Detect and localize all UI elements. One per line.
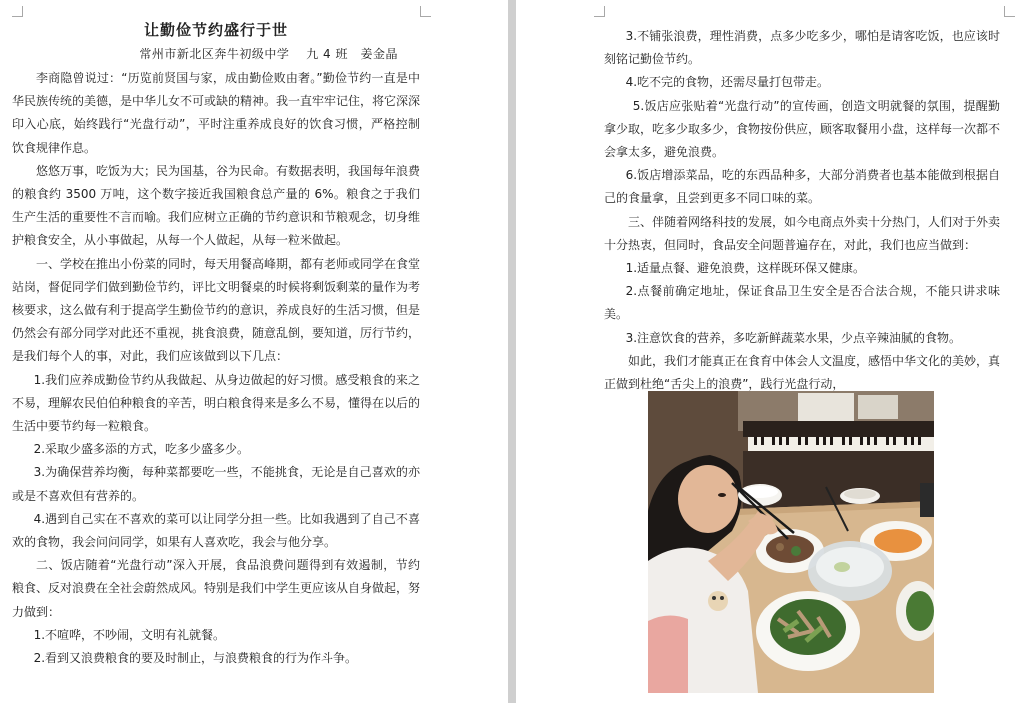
author-byline: 常州市新北区奔牛初级中学 九 4 班 姜金晶: [139, 47, 398, 61]
paragraph: 三、伴随着网络科技的发展，如今电商点外卖十分热门，人们对于外卖十分热衷，但同时，食品安全问题普遍存在，对此，我们也应当做到：: [604, 214, 1001, 252]
list-item: 3.为确保营养均衡，每种菜都要吃一些，不能挑食，无论是自己喜欢的亦或是不喜欢但有营养的。: [12, 465, 420, 503]
list-item: 1.适量点餐、避免浪费，这样既环保又健康。: [625, 261, 866, 276]
list-item: 1.不喧哗，不吵闹，文明有礼就餐。: [33, 627, 226, 642]
crop-mark-top-left-2: [594, 6, 605, 17]
photo-illustration: [648, 391, 934, 693]
list-item: 2.采取少盛多添的方式，吃多少盛多少。: [33, 442, 250, 457]
paragraph: 一、学校在推出小份菜的同时，每天用餐高峰期，都有老师或同学在食堂站岗，督促同学们做到勤俭节约，评比文明餐桌的时候将剩饭剩菜的量作为考核要求，这么做有利于提高学生勤俭节约的意识，养成良好的生活习惯，但是仍然会有部分同学对此还不重视，挑食浪费，随意乱倒，要知道，厉行节约，是我们每个人的事，对此，我们应该做到以下几点：: [12, 256, 421, 364]
crop-mark-top-right: [420, 6, 431, 17]
page-gutter: [508, 0, 516, 703]
girl-eating-dinner-photo: [648, 391, 934, 693]
right-page-text: [604, 25, 1000, 396]
list-item: 6.饭店增添菜品，吃的东西品种多，大部分消费者也基本能做到根据自己的食量拿，且尝到更多不同口味的菜。: [604, 168, 1000, 206]
list-item: 4.遇到自己实在不喜欢的菜可以让同学分担一些。比如我遇到了自己不喜欢的食物，我会问问同学，如果有人喜欢吃，我会与他分享。: [12, 511, 420, 550]
list-item: 5.饭店应张贴着“光盘行动”的宣传画，创造文明就餐的氛围，提醒勤拿少取，吃多少取多少，食物按份供应，顾客取餐用小盘，这样每一次都不会拿太多，避免浪费。: [604, 98, 1001, 160]
paragraph: 如此，我们才能真正在食育中体会人文温度，感悟中华文化的美妙，真正做到杜绝“舌尖上的浪费”，践行光盘行动，: [604, 353, 1001, 392]
list-item: 1.我们应养成勤俭节约从我做起、从身边做起的好习惯。感受粮食的来之不易，理解农民伯伯种粮食的辛苦，明白粮食得来是多么不易，懂得在以后的生活中要节约每一粒粮食。: [12, 372, 421, 434]
left-page-text: [12, 18, 420, 670]
list-item: 2.看到又浪费粮食的要及时制止，与浪费粮食的行为作斗争。: [33, 651, 358, 666]
list-item: 4.吃不完的食物，还需尽量打包带走。: [625, 75, 830, 90]
crop-mark-top-left: [12, 6, 23, 17]
crop-mark-top-right-2: [1004, 6, 1015, 17]
paragraph: 悠悠万事，吃饭为大；民为国基，谷为民命。有数据表明，我国每年浪费的粮食约 3500 万吨，这个数字接近我国粮食总产量的 6%。粮食之于我们生产生活的重要性不言而喻。我们应树立正确的节约意识和节粮观念，切身维护粮食安全，从小事做起，从每一个人做起，从每一粒米做起。: [12, 163, 421, 248]
paragraph: 李商隐曾说过：“历览前贤国与家，成由勤俭败由奢。”勤俭节约一直是中华民族传统的美德，是中华儿女不可或缺的精神。我一直牢牢记住，将它深深印入心底，始终践行“光盘行动”，平时注重养成良好的饮食习惯，严格控制饮食规律作息。: [12, 71, 421, 155]
document-title: 让勤俭节约盛行于世: [143, 21, 288, 39]
list-item: 2.点餐前确定地址，保证食品卫生安全是否合法合规，不能只讲求味美。: [604, 284, 1000, 322]
paragraph: 二、饭店随着“光盘行动”深入开展，食品浪费问题得到有效遏制，节约粮食、反对浪费在全社会蔚然成风。特别是我们中学生更应该从自身做起，努力做到：: [12, 558, 421, 619]
list-item: 3.不铺张浪费，理性消费，点多少吃多少，哪怕是请客吃饭，也应该时刻铭记勤俭节约。: [604, 29, 1000, 67]
list-item: 3.注意饮食的营养，多吃新鲜蔬菜水果，少点辛辣油腻的食物。: [625, 330, 962, 345]
